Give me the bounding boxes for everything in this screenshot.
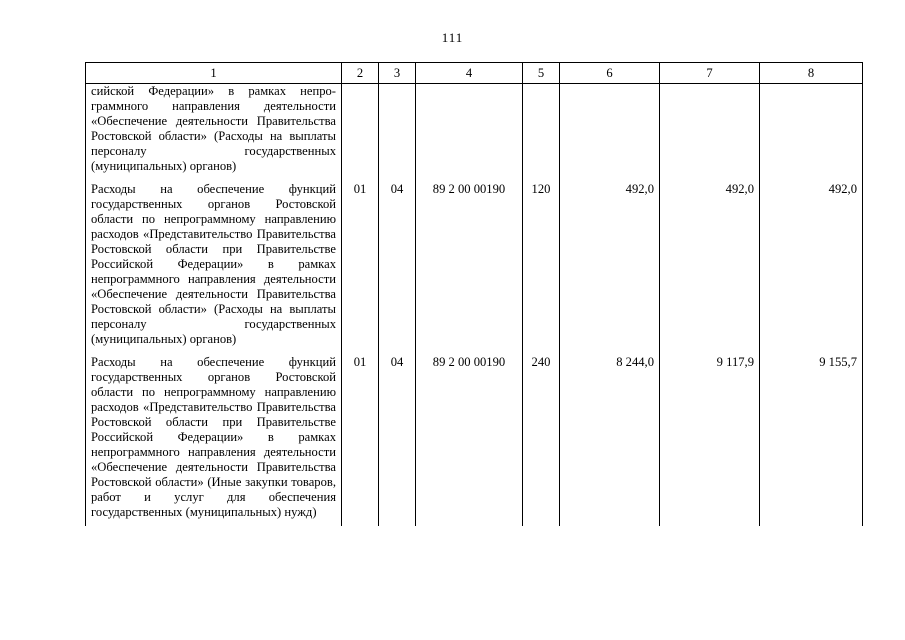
row-amount-2: 9 117,9 bbox=[660, 353, 760, 526]
row-subsection: 04 bbox=[379, 180, 416, 353]
table-row bbox=[86, 180, 863, 353]
row-description: Расходы на обеспечение функций государственных органов Ростовской области по непрограммному направлению расходов «Представительство Правительства Ростовской области при Правительстве Российской Федерации» в рамках непрограммного направления деятельности «Обеспечение деятельности Правительства Ростовской области» (Иные закупки товаров, работ и услуг для обеспечения государственных (муниципальных) нужд) bbox=[86, 353, 342, 526]
row-description: сийской Федерации» в рамках непрограммного направления деятельности «Обеспечение деятельности Правительства Ростовской области» (Расходы на выплаты персоналу государственных (муниципальных) органов) bbox=[86, 84, 342, 181]
row-target-code: 89 2 00 00190 bbox=[416, 180, 523, 353]
row-amount-3 bbox=[760, 84, 863, 181]
header-col-5: 5 bbox=[523, 63, 560, 84]
header-col-1: 1 bbox=[86, 63, 342, 84]
row-amount-2 bbox=[660, 84, 760, 181]
row-amount-3: 492,0 bbox=[760, 180, 863, 353]
row-section: 01 bbox=[342, 180, 379, 353]
row-amount-2: 492,0 bbox=[660, 180, 760, 353]
header-col-7: 7 bbox=[660, 63, 760, 84]
row-section: 01 bbox=[342, 353, 379, 526]
row-expense-type: 120 bbox=[523, 180, 560, 353]
budget-table bbox=[85, 62, 863, 526]
header-row bbox=[86, 63, 863, 84]
header-col-4: 4 bbox=[416, 63, 523, 84]
table-row bbox=[86, 84, 863, 181]
row-expense-type: 240 bbox=[523, 353, 560, 526]
header-col-6: 6 bbox=[560, 63, 660, 84]
row-expense-type bbox=[523, 84, 560, 181]
header-col-2: 2 bbox=[342, 63, 379, 84]
page-number: 111 bbox=[441, 30, 464, 45]
row-amount-1: 8 244,0 bbox=[560, 353, 660, 526]
row-subsection bbox=[379, 84, 416, 181]
header-col-8: 8 bbox=[760, 63, 863, 84]
row-amount-1: 492,0 bbox=[560, 180, 660, 353]
row-amount-3: 9 155,7 bbox=[760, 353, 863, 526]
row-target-code bbox=[416, 84, 523, 181]
table-row bbox=[86, 353, 863, 526]
row-section bbox=[342, 84, 379, 181]
header-col-3: 3 bbox=[379, 63, 416, 84]
row-subsection: 04 bbox=[379, 353, 416, 526]
row-target-code: 89 2 00 00190 bbox=[416, 353, 523, 526]
row-amount-1 bbox=[560, 84, 660, 181]
row-description: Расходы на обеспечение функций государственных органов Ростовской области по непрограммному направлению расходов «Представительство Правительства Ростовской области при Правительстве Российской Федерации» в рамках непрограммного направления деятельности «Обеспечение деятельности Правительства Ростовской области» (Расходы на выплаты персоналу государственных (муниципальных) органов) bbox=[86, 180, 342, 353]
